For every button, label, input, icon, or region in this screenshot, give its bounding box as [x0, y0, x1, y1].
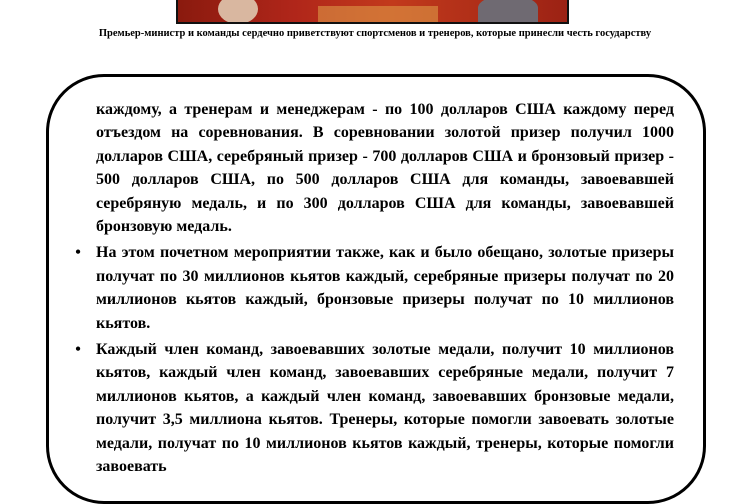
bullet-marker: • — [75, 341, 81, 359]
photo-caption: Премьер-министр и команды сердечно приветствуют спортсменов и тренеров, которые принесли честь государству — [98, 28, 652, 39]
bullet-text: На этом почетном мероприятии также, как и было обещано, золотые призеры получат по 30 миллионов кьятов каждый, серебряные призеры получат по 20 миллионов кьятов каждый, бронзовые призеры получат по 10 миллионов кьятов. — [96, 244, 674, 332]
bullet-item-prizes — [75, 241, 674, 335]
article-body — [75, 98, 674, 479]
photo-person-left — [218, 0, 258, 24]
bullet-text: Каждый член команд, завоевавших золотые медали, получит 10 миллионов кьятов, каждый член команд, завоевавших серебряные медали, получит 7 миллионов кьятов, а каждый член команд, завоевавших бронзовые медали, получит 3,5 миллиона кьятов. Тренеры, которые помогли завоевать золотые медали, получат по 10 миллионов кьятов каждый, тренеры, которые помогли завоевать — [96, 341, 674, 476]
photo-light-area — [318, 6, 438, 24]
bullet-item-team-rewards — [75, 338, 674, 478]
event-photo — [176, 0, 569, 24]
photo-person-right — [478, 0, 538, 24]
continued-paragraph: каждому, а тренерам и менеджерам - по 100 долларов США каждому перед отъездом на соревнования. В соревновании золотой призер получил 1000 долларов США, серебряный призер - 700 долларов США и бронзовый призер - 500 долларов США, по 500 долларов США для команды, завоевавшей серебряную медаль, и по 300 долларов США для команды, завоевавшей бронзовую медаль. — [96, 101, 674, 236]
bullet-marker: • — [75, 244, 81, 262]
